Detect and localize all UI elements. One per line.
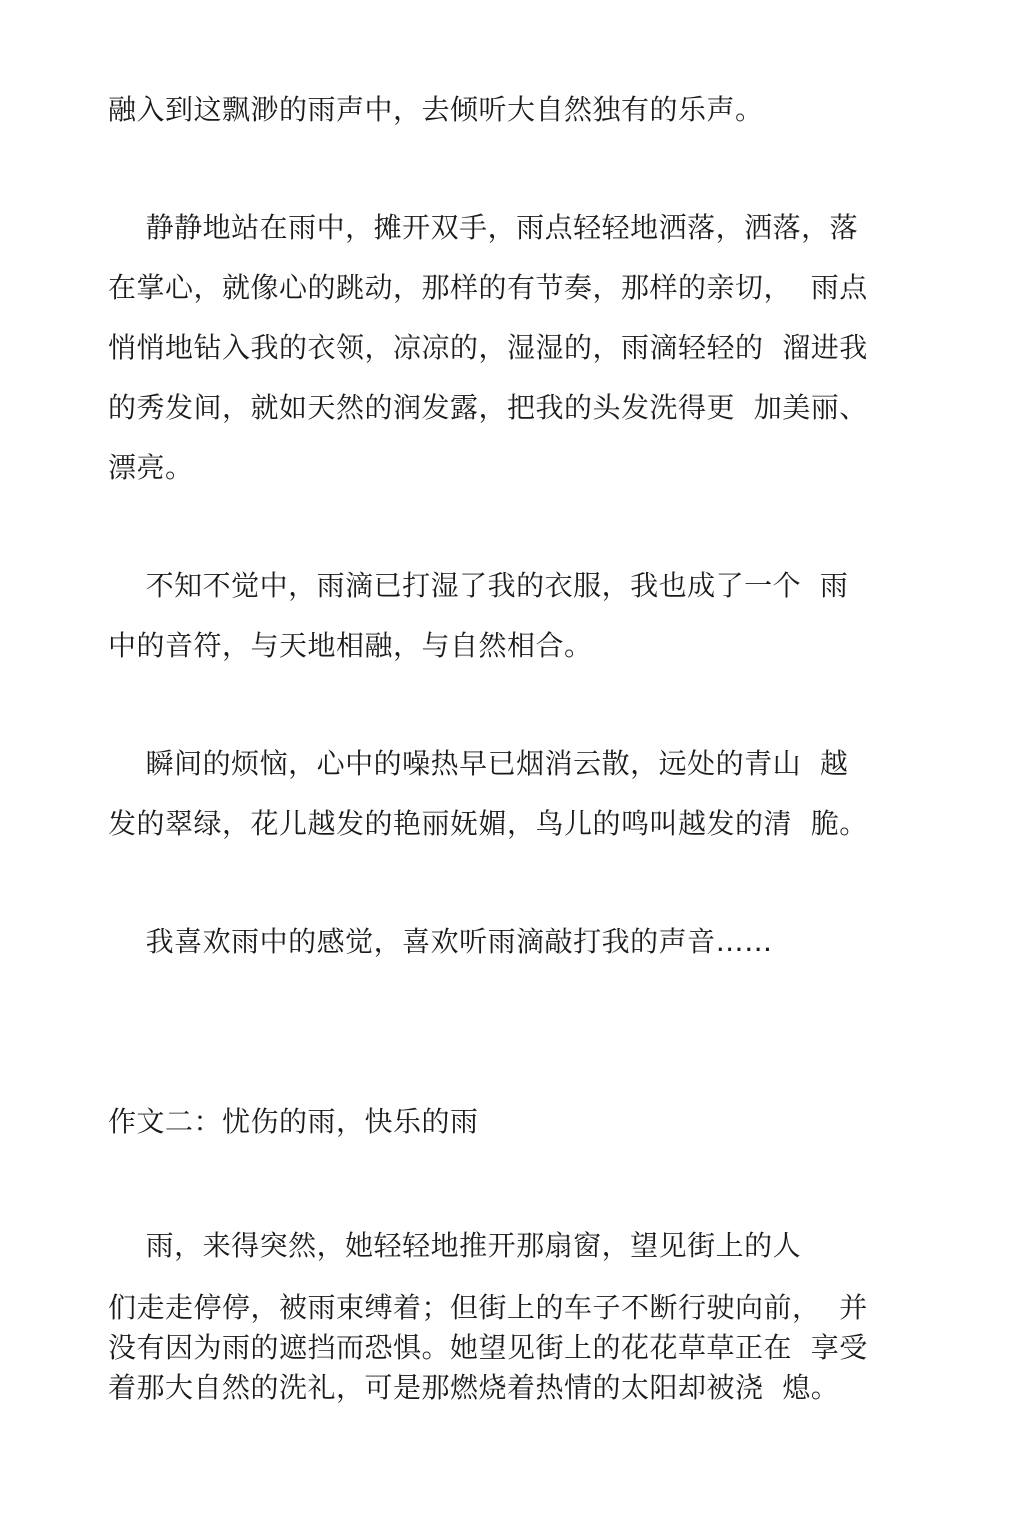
paragraph-2-line-2: 在掌心，就像心的跳动，那样的有节奏，那样的亲切， 雨点 — [108, 271, 868, 304]
paragraph-2-line-1: 静静地站在雨中，摊开双手，雨点轻轻地洒落，洒落，落 — [108, 211, 859, 244]
paragraph-1-line-1: 融入到这飘渺的雨声中，去倾听大自然独有的乐声。 — [108, 93, 764, 126]
paragraph-6-line-4: 着那大自然的洗礼，可是那燃烧着热情的太阳却被浇 熄。 — [108, 1371, 840, 1404]
paragraph-3-line-2: 中的音符，与天地相融，与自然相合。 — [108, 629, 593, 662]
paragraph-4-line-2: 发的翠绿，花儿越发的艳丽妩媚，鸟儿的鸣叫越发的清 脆。 — [108, 807, 868, 840]
paragraph-4-line-1: 瞬间的烦恼，心中的噪热早已烟消云散，远处的青山 越 — [108, 747, 849, 780]
paragraph-3-line-1: 不知不觉中，雨滴已打湿了我的衣服，我也成了一个 雨 — [108, 569, 849, 602]
paragraph-6-line-1: 雨，来得突然，她轻轻地推开那扇窗，望见街上的人 — [108, 1229, 802, 1262]
paragraph-2-line-5: 漂亮。 — [108, 451, 194, 484]
paragraph-6-line-2: 们走走停停，被雨束缚着；但街上的车子不断行驶向前， 并 — [108, 1291, 868, 1324]
paragraph-2-line-3: 悄悄地钻入我的衣领，凉凉的，湿湿的，雨滴轻轻的 溜进我 — [108, 331, 868, 364]
paragraph-5-line-1: 我喜欢雨中的感觉，喜欢听雨滴敲打我的声音…… — [108, 925, 773, 958]
essay-2-title: 作文二：忧伤的雨，快乐的雨 — [108, 1105, 479, 1138]
paragraph-6-line-3: 没有因为雨的遮挡而恐惧。她望见街上的花花草草正在 享受 — [108, 1331, 868, 1364]
paragraph-2-line-4: 的秀发间，就如天然的润发露，把我的头发洗得更 加美丽、 — [108, 391, 868, 424]
